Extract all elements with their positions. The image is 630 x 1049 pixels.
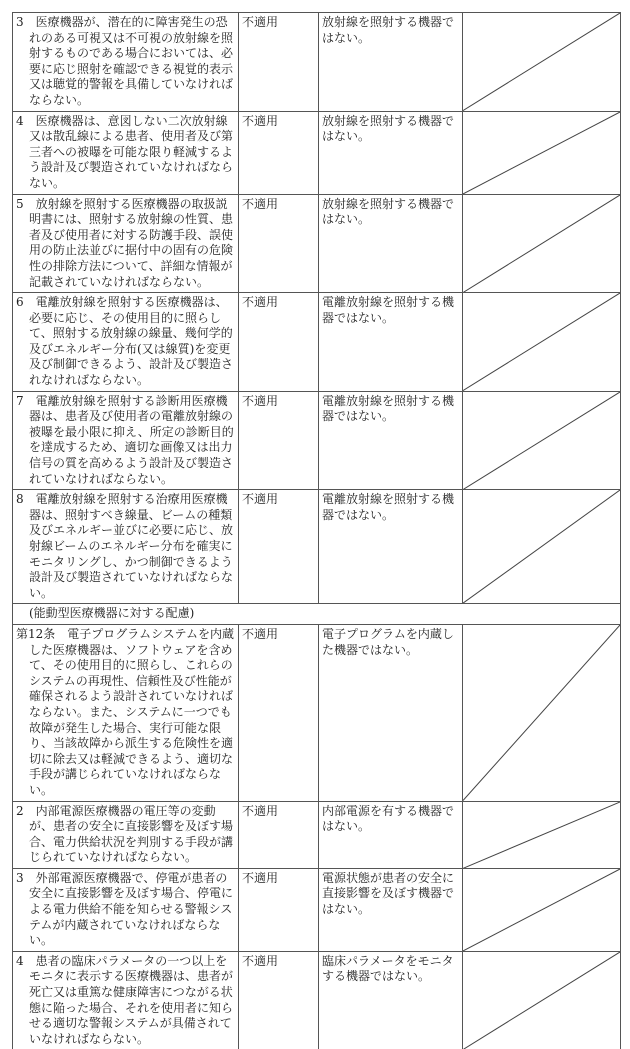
reason-cell: 電離放射線を照射する機器ではない。 (319, 391, 463, 490)
empty-cell-diagonal (463, 490, 621, 604)
reason-cell: 放射線を照射する機器ではない。 (319, 111, 463, 194)
applicability-cell: 不適用 (239, 293, 319, 392)
applicability-cell: 不適用 (239, 624, 319, 801)
requirement-text: 8 電離放射線を照射する治療用医療機器は、照射すべき線量、ビームの種類及びエネルギー並びに必要に応じ、放射線ビームのエネルギー分布を確実にモニタリングし、かつ制御できるよう設計及び製造されていなければならない。 (13, 490, 239, 604)
section-row (13, 604, 621, 625)
table-row (13, 951, 621, 1049)
table-row (13, 13, 621, 112)
applicability-cell: 不適用 (239, 194, 319, 293)
requirement-text: 4 患者の臨床パラメータの一つ以上をモニタに表示する医療機器は、患者が死亡又は重篤な健康障害につながる状態に陥った場合、それを使用者に知らせる適切な警報システムが具備されていなければならない。 (13, 951, 239, 1049)
applicability-cell: 不適用 (239, 951, 319, 1049)
reason-cell: 電離放射線を照射する機器ではない。 (319, 490, 463, 604)
empty-cell-diagonal (463, 951, 621, 1049)
table-row (13, 490, 621, 604)
empty-cell-diagonal (463, 293, 621, 392)
requirement-text: 3 外部電源医療機器で、停電が患者の安全に直接影響を及ぼす場合、停電による電力供給不能を知らせる警報システムが内蔵されていなければならない。 (13, 868, 239, 951)
table-row (13, 868, 621, 951)
requirement-text: 6 電離放射線を照射する医療機器は、必要に応じ、その使用目的に照らして、照射する放射線の線量、幾何学的及びエネルギー分布(又は線質)を変更及び制御できるよう、設計及び製造されなければならない。 (13, 293, 239, 392)
empty-cell-diagonal (463, 868, 621, 951)
reason-cell: 放射線を照射する機器ではない。 (319, 13, 463, 112)
applicability-cell: 不適用 (239, 490, 319, 604)
requirement-text: 2 内部電源医療機器の電圧等の変動が、患者の安全に直接影響を及ぼす場合、電力供給状況を判別する手段が講じられていなければならない。 (13, 801, 239, 868)
empty-cell-diagonal (463, 801, 621, 868)
requirement-text: 4 医療機器は、意図しない二次放射線又は散乱線による患者、使用者及び第三者への被曝を可能な限り軽減するよう設計及び製造されていなければならない。 (13, 111, 239, 194)
requirement-text: 第12条 電子プログラムシステムを内蔵した医療機器は、ソフトウェアを含めて、その使用目的に照らし、これらのシステムの再現性、信頼性及び性能が確保されるよう設計されていなければならない。また、システムに一つでも故障が発生した場合、実行可能な限り、当該故障から派生する危険性を適切に除去又は軽減できるよう、適切な手段が講じられていなければならない。 (13, 624, 239, 801)
section-heading: (能動型医療機器に対する配慮) (13, 604, 621, 625)
requirement-text: 7 電離放射線を照射する診断用医療機器は、患者及び使用者の電離放射線の被曝を最小限に抑え、所定の診断目的を達成するため、適切な画像又は出力信号の質を高めるよう設計及び製造されていなければならない。 (13, 391, 239, 490)
table-row (13, 624, 621, 801)
reason-cell: 放射線を照射する機器ではない。 (319, 194, 463, 293)
requirement-text: 5 放射線を照射する医療機器の取扱説明書には、照射する放射線の性質、患者及び使用者に対する防護手段、誤使用の防止法並びに据付中の固有の危険性の排除方法について、詳細な情報が記載されていなければならない。 (13, 194, 239, 293)
empty-cell-diagonal (463, 194, 621, 293)
table-row (13, 801, 621, 868)
requirements-table (12, 12, 621, 1049)
reason-cell: 臨床パラメータをモニタする機器ではない。 (319, 951, 463, 1049)
table-row (13, 391, 621, 490)
empty-cell-diagonal (463, 624, 621, 801)
table-row (13, 293, 621, 392)
applicability-cell: 不適用 (239, 868, 319, 951)
table-row (13, 111, 621, 194)
applicability-cell: 不適用 (239, 391, 319, 490)
requirement-text: 3 医療機器が、潜在的に障害発生の恐れのある可視又は不可視の放射線を照射するものである場合においては、必要に応じ照射を確認できる視覚的表示又は聴覚的警報を具備していなければならない。 (13, 13, 239, 112)
applicability-cell: 不適用 (239, 13, 319, 112)
empty-cell-diagonal (463, 111, 621, 194)
applicability-cell: 不適用 (239, 111, 319, 194)
reason-cell: 電離放射線を照射する機器ではない。 (319, 293, 463, 392)
reason-cell: 電子プログラムを内蔵した機器ではない。 (319, 624, 463, 801)
table-row (13, 194, 621, 293)
empty-cell-diagonal (463, 391, 621, 490)
applicability-cell: 不適用 (239, 801, 319, 868)
empty-cell-diagonal (463, 13, 621, 112)
reason-cell: 内部電源を有する機器ではない。 (319, 801, 463, 868)
reason-cell: 電源状態が患者の安全に直接影響を及ぼす機器ではない。 (319, 868, 463, 951)
